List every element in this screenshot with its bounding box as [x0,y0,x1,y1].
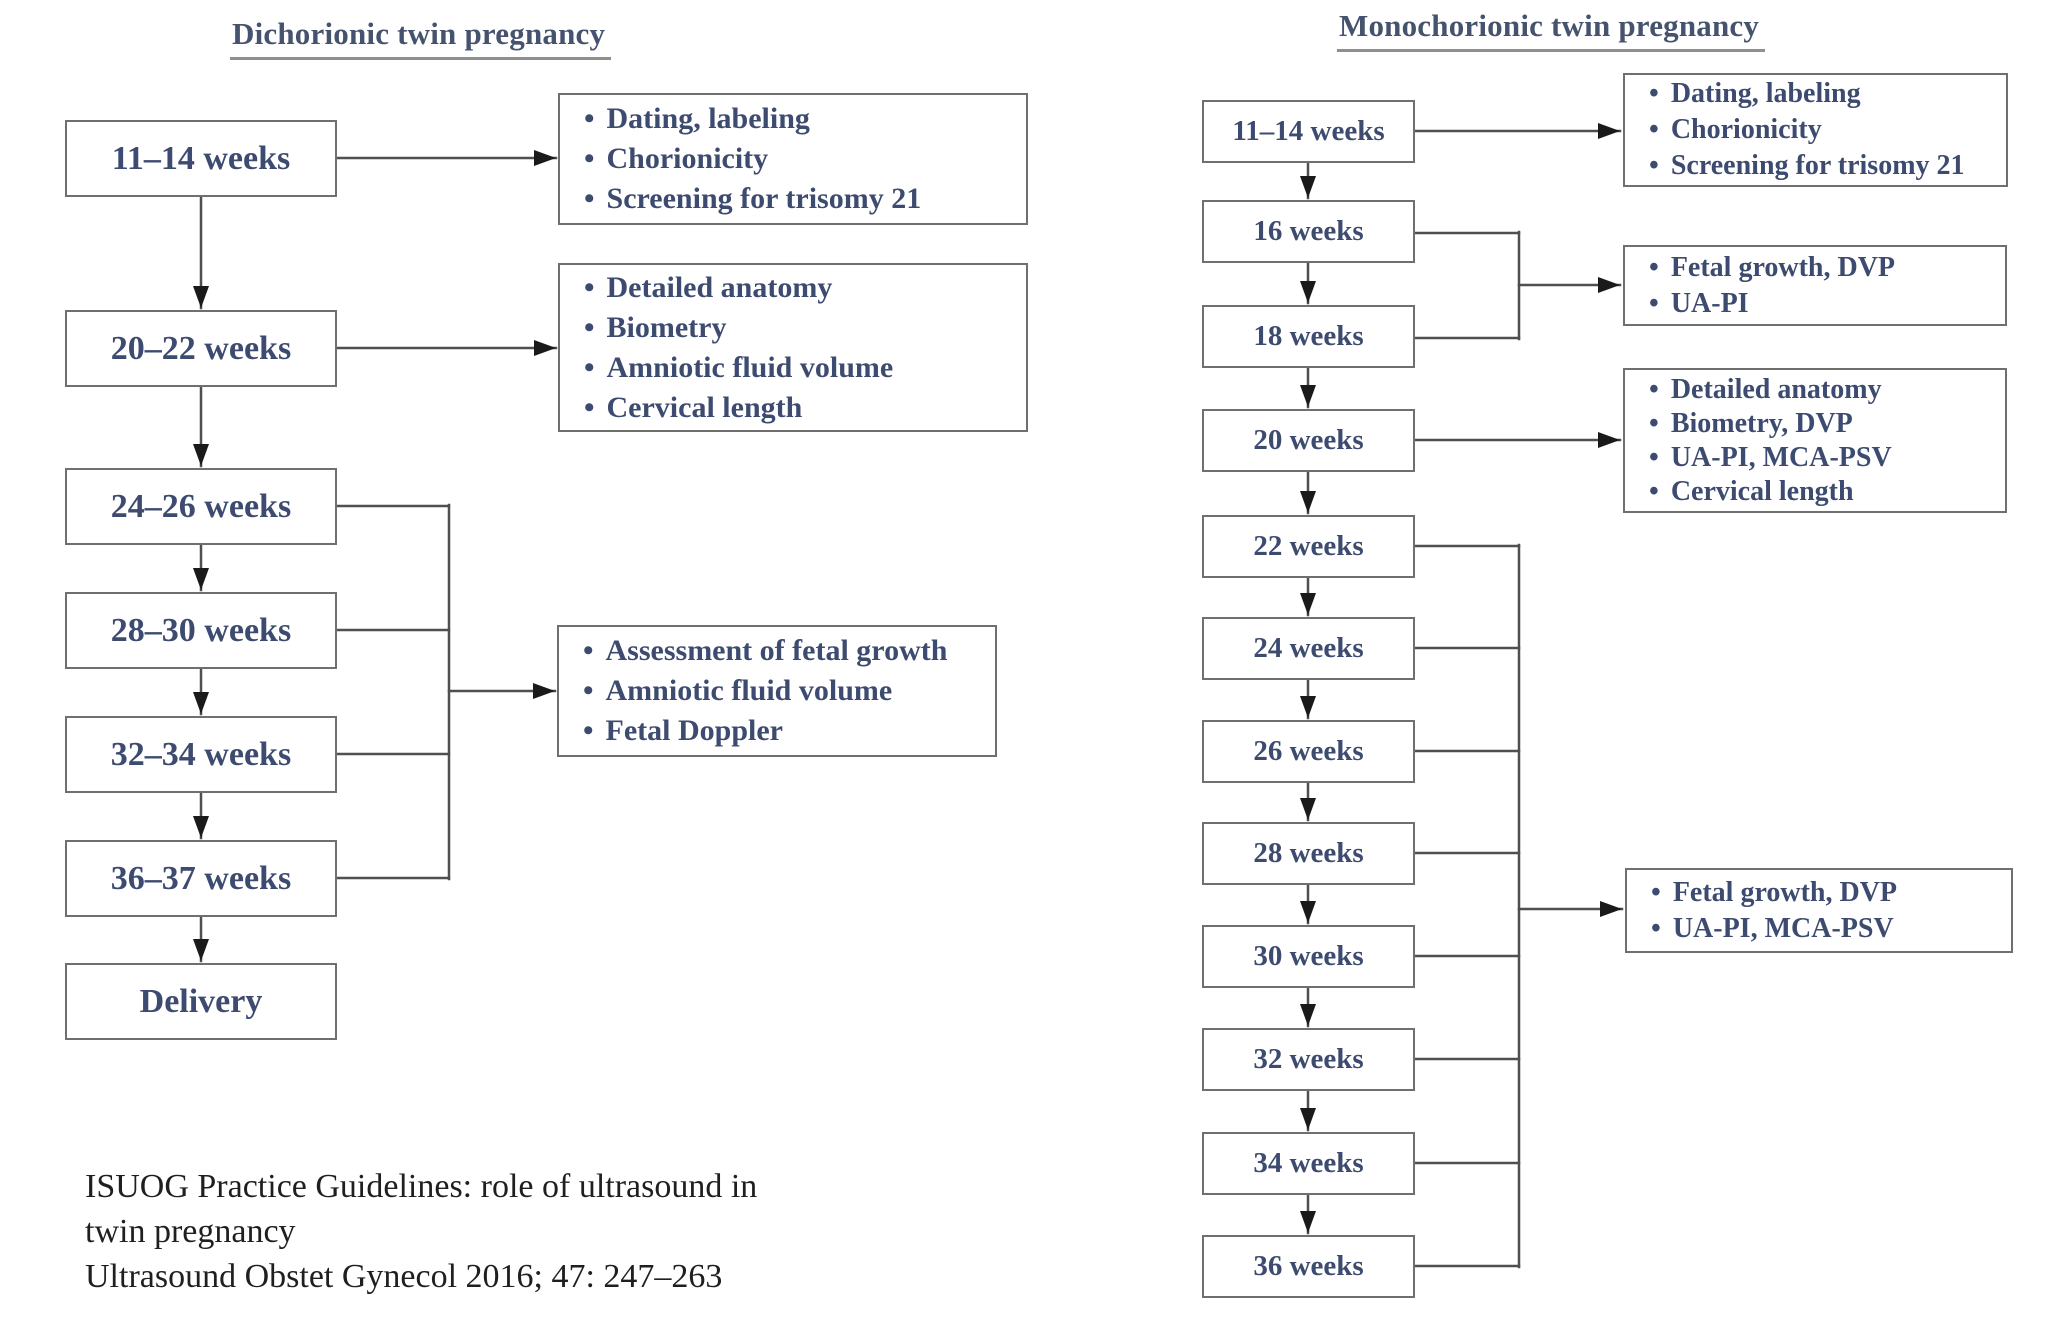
bullet-item: • Cervical length [1649,475,1999,509]
right-stage-22-weeks: 22 weeks [1202,515,1415,578]
bullet-item: • Amniotic fluid volume [583,671,989,711]
bullet-item: • Detailed anatomy [1649,373,1999,407]
citation-line: twin pregnancy [85,1213,296,1250]
bullet-item: • Dating, labeling [1649,76,2000,112]
bullet-item: • Fetal Doppler [583,711,989,751]
dichorionic-title: Dichorionic twin pregnancy [230,16,611,60]
citation-line: Ultrasound Obstet Gynecol 2016; 47: 247–263 [85,1258,723,1295]
monochorionic-title: Monochorionic twin pregnancy [1337,8,1765,52]
right-stage-30-weeks: 30 weeks [1202,925,1415,988]
left-info-first-trimester [558,93,1028,225]
bullet-item: • Biometry [584,308,1020,348]
left-stage-36-37-weeks: 36–37 weeks [65,840,337,917]
citation [85,1164,757,1299]
bullet-item: • Fetal growth, DVP [1649,250,1999,286]
right-stage-20-weeks: 20 weeks [1202,409,1415,472]
bullet-item: • Chorionicity [584,139,1020,179]
bullet-item: • Amniotic fluid volume [584,348,1020,388]
left-info-anatomy-scan [558,263,1028,432]
bullet-item: • Dating, labeling [584,99,1020,139]
left-stage-32-34-weeks: 32–34 weeks [65,716,337,793]
left-stage-24-26-weeks: 24–26 weeks [65,468,337,545]
left-stage-20-22-weeks: 20–22 weeks [65,310,337,387]
right-info-16-18-weeks [1623,245,2007,326]
bullet-item: • UA-PI, MCA-PSV [1649,441,1999,475]
bullet-item: • Fetal growth, DVP [1651,875,2005,911]
bullet-item: • Screening for trisomy 21 [1649,148,2000,184]
bullet-item: • Cervical length [584,388,1020,428]
left-stage-11-14-weeks: 11–14 weeks [65,120,337,197]
bullet-item: • Detailed anatomy [584,268,1020,308]
right-stage-26-weeks: 26 weeks [1202,720,1415,783]
right-stage-36-weeks: 36 weeks [1202,1235,1415,1298]
bullet-item: • UA-PI [1649,286,1999,322]
left-stage-28-30-weeks: 28–30 weeks [65,592,337,669]
right-info-first-trimester [1623,73,2008,187]
citation-line: ISUOG Practice Guidelines: role of ultrasound in [85,1168,758,1205]
right-info-20-weeks [1623,368,2007,513]
right-stage-32-weeks: 32 weeks [1202,1028,1415,1091]
right-stage-34-weeks: 34 weeks [1202,1132,1415,1195]
right-stage-18-weeks: 18 weeks [1202,305,1415,368]
bullet-item: • Biometry, DVP [1649,407,1999,441]
right-info-growth-surveillance [1625,868,2013,953]
right-stage-11-14-weeks: 11–14 weeks [1202,100,1415,163]
left-info-growth-surveillance [557,625,997,757]
bullet-item: • Assessment of fetal growth [583,631,989,671]
bullet-item: • Chorionicity [1649,112,2000,148]
left-stage-delivery: Delivery [65,963,337,1040]
right-stage-24-weeks: 24 weeks [1202,617,1415,680]
right-stage-28-weeks: 28 weeks [1202,822,1415,885]
right-stage-16-weeks: 16 weeks [1202,200,1415,263]
bullet-item: • UA-PI, MCA-PSV [1651,911,2005,947]
bullet-item: • Screening for trisomy 21 [584,179,1020,219]
